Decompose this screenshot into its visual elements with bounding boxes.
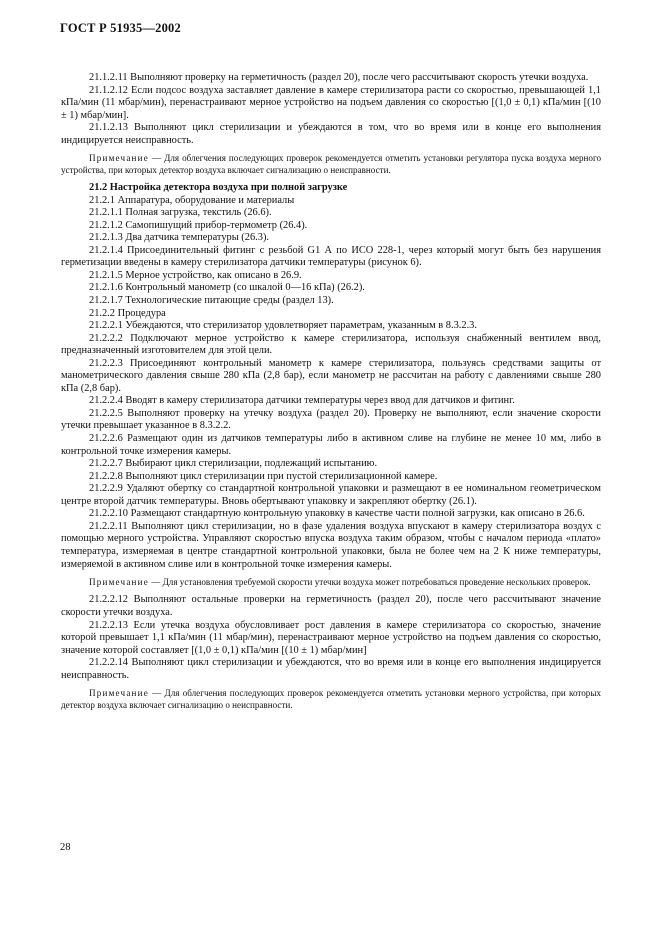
note-paragraph [61,153,601,176]
body-paragraph: 21.2.2.3 Присоединяют контрольный манометр к камере стерилизатора, пользуясь средствами защиты от манометрического давления свыше 280 кПа (2,8 бар), если манометр не рассчитан на работу с давлениями свыше 280 кПа (2,8 бар). [61,357,601,394]
body-paragraph: 21.2.1.5 Мерное устройство, как описано в 26.9. [89,269,302,281]
body-paragraph: 21.2.1.2 Самопишущий прибор-термометр (26.4). [89,219,308,231]
body-paragraph: 21.1.2.11 Выполняют проверку на герметичность (раздел 20), после чего рассчитывают скорость утечки воздуха. [89,72,589,83]
body-paragraph: 21.2.2.10 Размещают стандартную контрольную упаковку в качестве части полной загрузки, как описано в 26.6. [89,508,585,520]
note-paragraph [61,577,601,588]
body-paragraph: 21.1.2.13 Выполняют цикл стерилизации и убеждаются в том, что во время или в конце его выполнения индицируется неисправность. [61,122,601,146]
body-paragraph: 21.2.1.4 Присоединительный фитинг с резьбой G1 А по ИСО 228-1, через который могут быть без нарушения герметизации введены в камеру стерилизатора датчики температуры (рисунок 6). [61,244,601,269]
body-paragraph: 21.2.1.6 Контрольный манометр (со шкалой 0—16 кПа) (26.2). [89,282,365,294]
body-paragraph: 21.2.2.9 Удаляют обертку со стандартной контрольной упаковки и размещают в ее номинальном геометрическом центре второй датчик температуры. Вновь обертывают упаковку и закрепляют обертку (26.1). [61,483,601,507]
document-header: ГОСТ Р 51935—2002 [60,21,181,35]
body-paragraph: 21.2.2.8 Выполняют цикл стерилизации при пустой стерилизационной камере. [89,470,438,482]
note-label: Примечание [89,153,149,164]
note-text: — Для установления требуемой скорости утечки воздуха может потребоваться проведение нескольких проверок. [148,577,591,588]
body-paragraph: 21.2.2.6 Размещают один из датчиков температуры либо в активном сливе на глубине не менее 10 мм, либо в контрольной точке измерения камеры. [61,433,601,457]
body-paragraph: 21.2.2.1 Убеждаются, что стерилизатор удовлетворяет параметрам, указанным в 8.3.2.3. [89,320,477,332]
body-paragraph: 21.2.2.12 Выполняют остальные проверки на герметичность (раздел 20), после чего рассчитывают значение скорости утечки воздуха. [61,594,601,618]
note-text: — Для облегчения последующих проверок рекомендуется отметить установки мерного устройства, при которых детектор воздуха включает сигнализацию о неисправности. [61,688,601,710]
note-paragraph [61,688,601,711]
body-paragraph: 21.2.2 Процедура [89,307,166,319]
note-label: Примечание [89,577,149,588]
note-label: Примечание [89,688,149,699]
body-paragraph: 21.1.2.12 Если подсос воздуха заставляет давление в камере стерилизатора расти со скоростью, превышающей 1,1 кПа/мин (11 мбар/мин), перенастраивают мерное устройство на подъем давления со скоростью [(1,0 ± 0,1) кПа/мин [(10 ± 1) мбар/мин]. [61,84,601,121]
body-paragraph: 21.2.2.4 Вводят в камеру стерилизатора датчики температуры через ввод для датчиков и фитинг. [89,395,515,407]
section-heading: 21.2 Настройка детектора воздуха при полной загрузке [89,182,348,194]
body-paragraph: 21.2.2.7 Выбирают цикл стерилизации, подлежащий испытанию. [89,458,378,470]
body-paragraph: 21.2.2.13 Если утечка воздуха обусловливает рост давления в камере стерилизатора со скоростью, значение которой превышает 1,1 кПа/мин (11 мбар/мин), перенастраивают мерное устройство на подъем давления со скоростью, значение которой составляет [(1,0 ± 0,1) кПа/мин [(10 ± 1) мбар/мин] [61,619,601,656]
body-paragraph: 21.2.2.14 Выполняют цикл стерилизации и убеждаются, что во время или в конце его выполнения индицируется неисправность. [61,657,601,681]
page-number: 28 [60,842,71,853]
body-paragraph: 21.2.2.5 Выполняют проверку на утечку воздуха (раздел 20). Проверку не выполняют, если значение скорости утечки превышает указанное в 8.3.2.2. [61,407,601,432]
body-paragraph: 21.2.1.3 Два датчика температуры (26.3). [89,232,270,244]
note-text: — Для облегчения последующих проверок рекомендуется отметить установки регулятора пуска воздуха мерного устройства, при которых детектор воздуха включает сигнализацию о неисправности. [61,153,601,175]
body-paragraph: 21.2.1.7 Технологические питающие среды (раздел 13). [89,295,334,307]
body-paragraph: 21.2.1.1 Полная загрузка, текстиль (26.6). [89,207,272,219]
body-paragraph: 21.2.1 Аппаратура, оборудование и материалы [89,194,295,206]
page-body [61,72,601,717]
body-paragraph: 21.2.2.11 Выполняют цикл стерилизации, но в фазе удаления воздуха впускают в камеру стерилизатора воздух с помощью мерного устройства. Управляют скоростью впуска воздуха таким образом, чтобы с началом периода «плато» температура, измеряемая в центре стандартной контрольной упаковки, была не более чем на 2 К ниже температуры, измеряемой в активном сливе или в контрольной точке измерения камеры. [61,520,601,570]
body-paragraph: 21.2.2.2 Подключают мерное устройство к камере стерилизатора, используя снабженный вентилем ввод, предназначенный изготовителем для этой цели. [61,332,601,357]
